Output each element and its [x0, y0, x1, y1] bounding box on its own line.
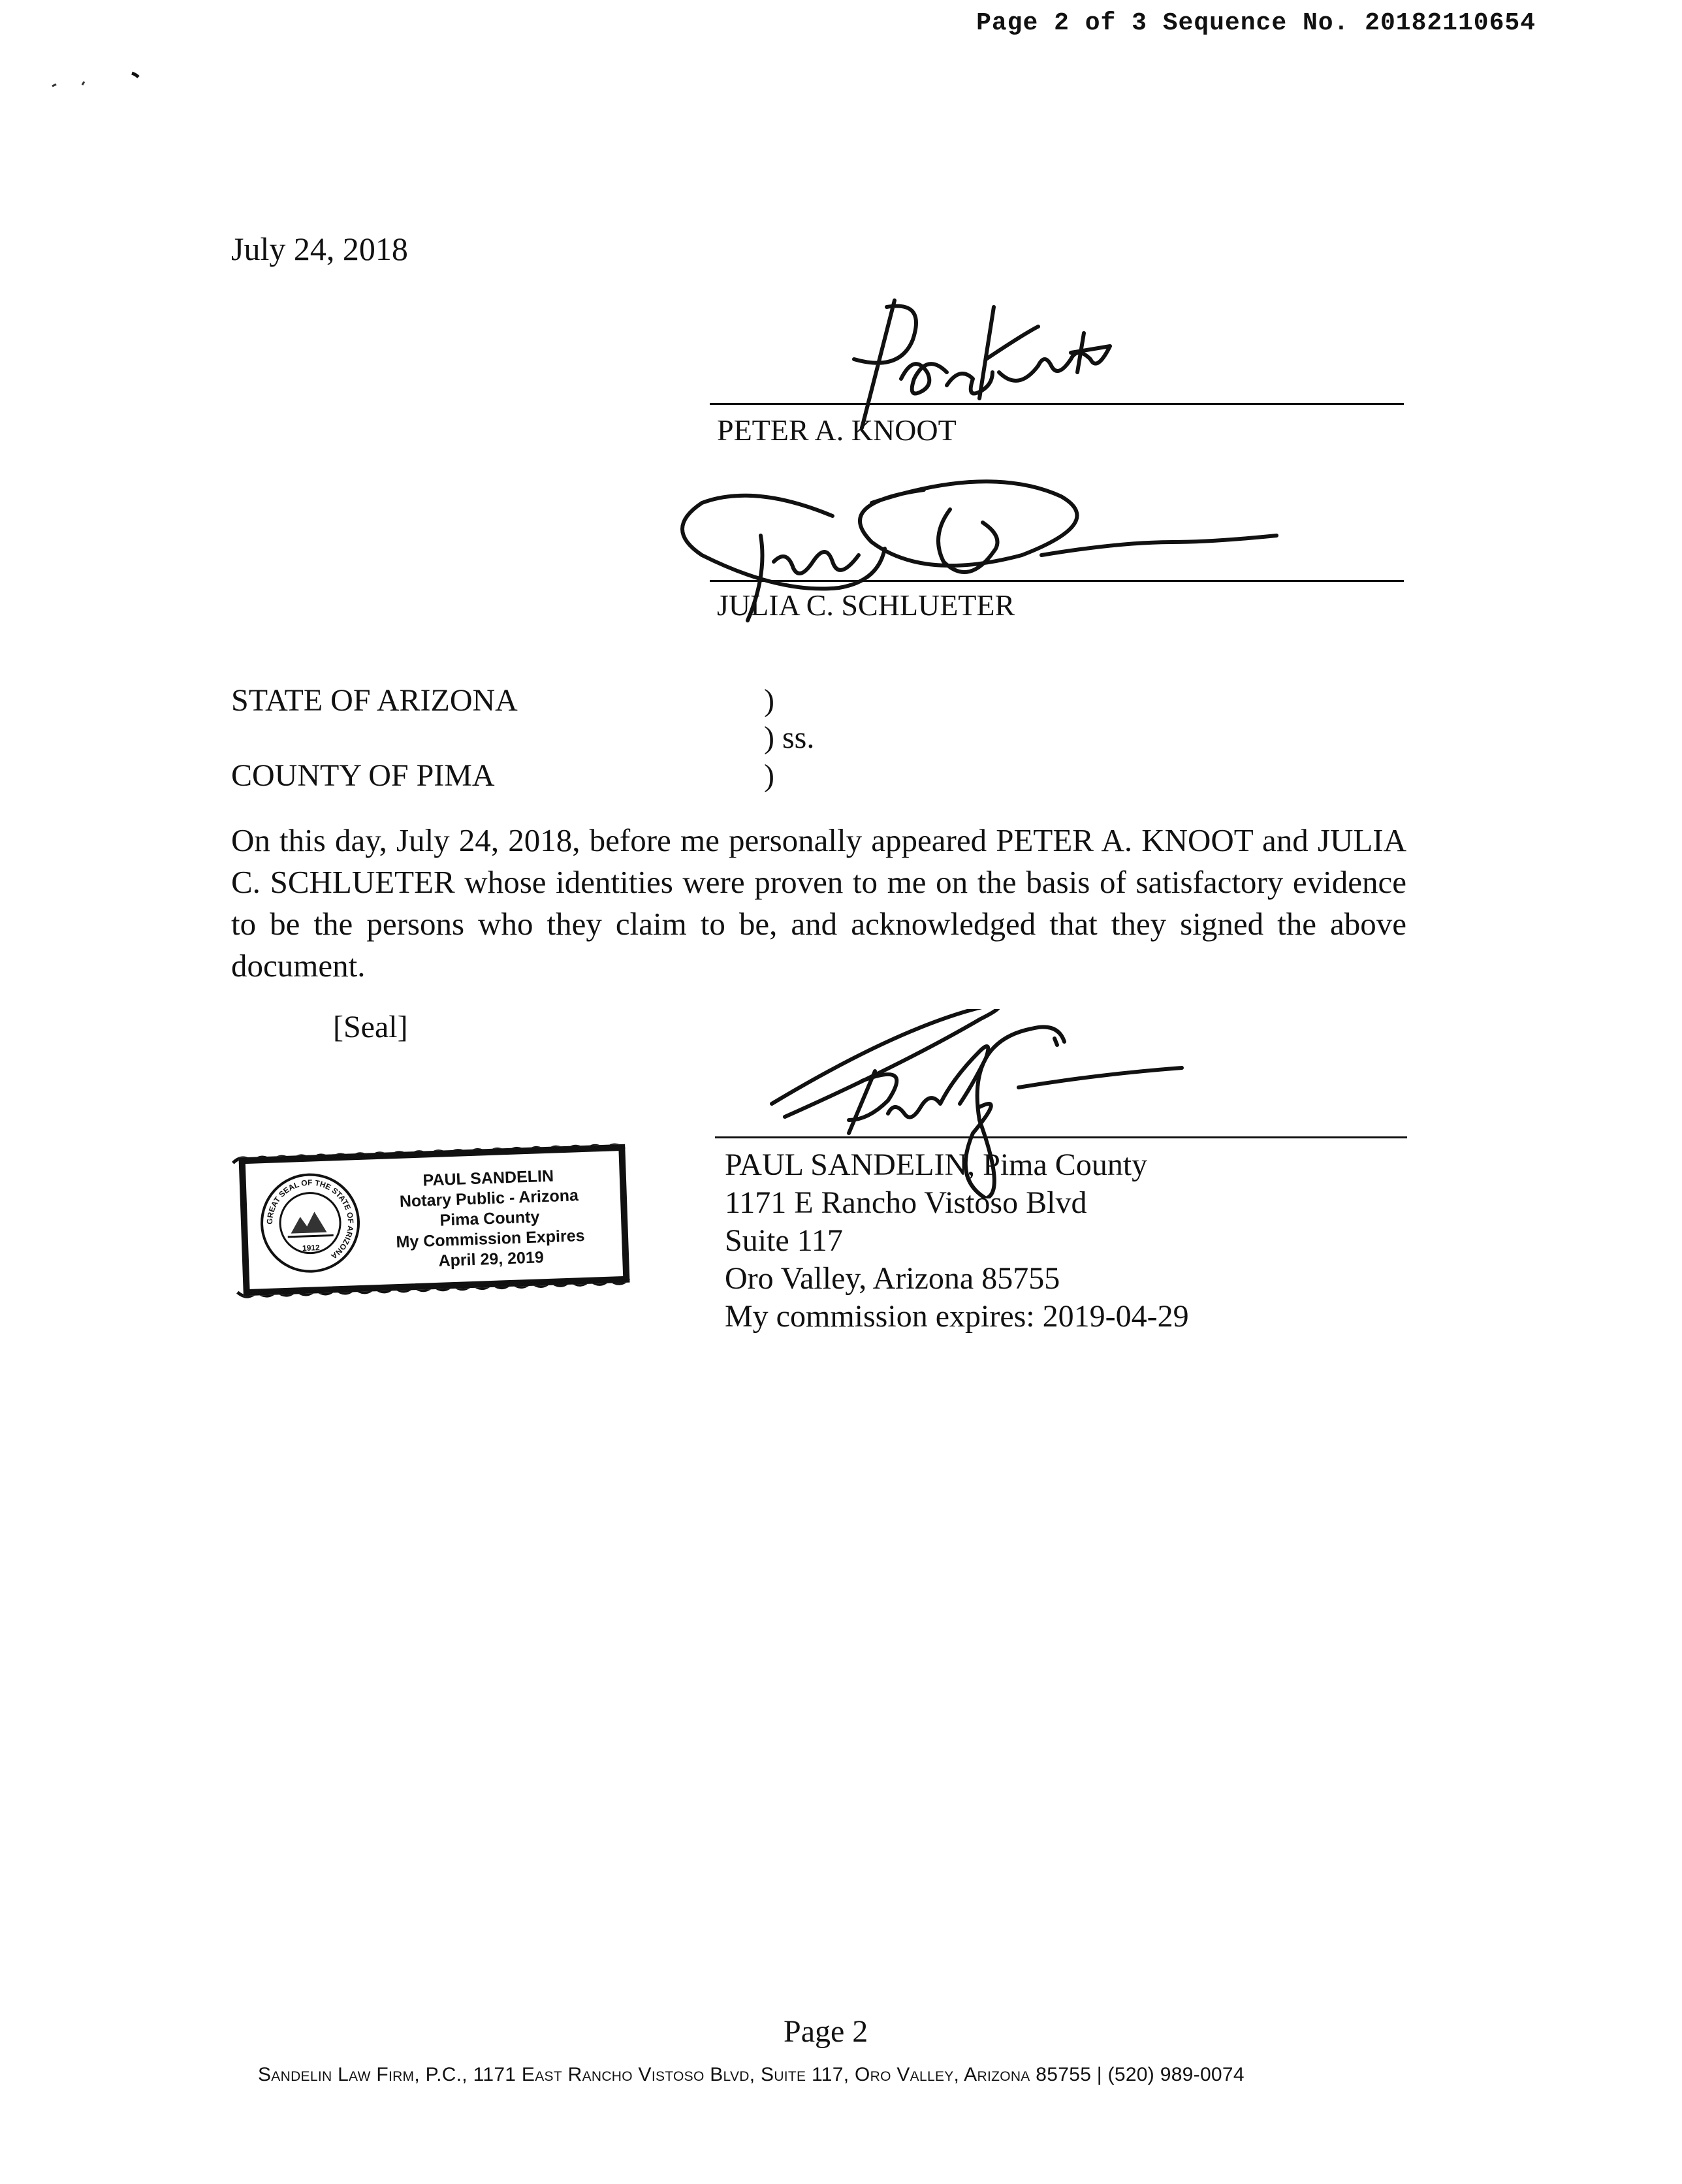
notary-city-state-zip: Oro Valley, Arizona 85755 [725, 1261, 1060, 1296]
notary-address-2: Suite 117 [725, 1223, 843, 1258]
footer-page-number: Page 2 [784, 2014, 868, 2049]
notary-stamp [229, 1134, 639, 1305]
seal-ring-text: GREAT SEAL OF THE STATE OF ARIZONA [264, 1178, 356, 1261]
signer-name-1: PETER A. KNOOT [717, 413, 957, 447]
venue-state: STATE OF ARIZONA [231, 683, 518, 718]
venue-paren-bottom: ) [764, 758, 774, 793]
venue-county: COUNTY OF PIMA [231, 758, 495, 793]
stamp-commission-label: My Commission Expires [396, 1226, 585, 1252]
arizona-state-seal [256, 1169, 364, 1277]
signer-name-2: JULIA C. SCHLUETER [717, 588, 1015, 622]
signature-line-notary [715, 1136, 1407, 1138]
footer-firm-info: Sandelin Law Firm, P.C., 1171 East Rancho Vistoso Blvd, Suite 117, Oro Valley, Arizona 85755 | (520) 989-0074 [258, 2064, 1245, 2085]
stamp-title: Notary Public - Arizona [399, 1186, 579, 1211]
stamp-commission-date: April 29, 2019 [438, 1248, 545, 1270]
stamp-notary-name: PAUL SANDELIN [422, 1166, 554, 1190]
stamp-county: Pima County [439, 1208, 540, 1230]
venue-paren-top: ) [764, 683, 774, 718]
notary-address-1: 1171 E Rancho Vistoso Blvd [725, 1185, 1087, 1220]
page-sequence-header: Page 2 of 3 Sequence No. 20182110654 [976, 9, 1536, 37]
notary-commission-expiry: My commission expires: 2019-04-29 [725, 1299, 1189, 1334]
seal-year: 1912 [302, 1243, 320, 1253]
stamp-text [360, 1164, 618, 1274]
document-date: July 24, 2018 [231, 231, 408, 267]
acknowledgment-paragraph: On this day, July 24, 2018, before me personally appeared PETER A. KNOOT and JULIA C. SCHLUETER whose identities were proven to me on the basis of satisfactory evidence to be the persons who they claim to be, and acknowledged that they signed the above document. [231, 822, 1406, 984]
signature-line-2 [710, 580, 1404, 582]
signature-line-1 [710, 403, 1404, 405]
notary-name-line: PAUL SANDELIN, Pima County [725, 1148, 1148, 1182]
seal-label: [Seal] [333, 1010, 408, 1044]
venue-ss: ) ss. [764, 720, 815, 755]
notary-info [725, 1146, 1189, 1336]
scan-specks [46, 65, 163, 98]
